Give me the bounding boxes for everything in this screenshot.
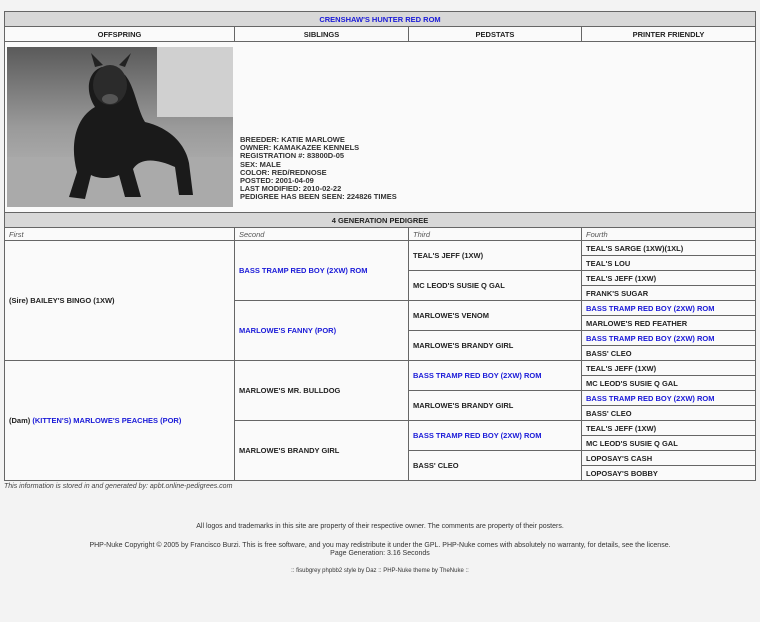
fourth-gen-10[interactable]: BASS TRAMP RED BOY (2XW) ROM — [582, 391, 756, 406]
fourth-gen-8[interactable]: TEAL'S JEFF (1XW) — [582, 361, 756, 376]
fourth-gen-13[interactable]: MC LEOD'S SUSIE Q GAL — [582, 436, 756, 451]
footer-copyright — [0, 542, 760, 558]
owner-line: OWNER: KAMAKAZEE KENNELS — [240, 143, 360, 153]
sire-cell — [5, 241, 235, 361]
views-line: PEDIGREE HAS BEEN SEEN: 224826 TIMES — [240, 192, 397, 202]
fourth-gen-4[interactable]: BASS TRAMP RED BOY (2XW) ROM — [582, 301, 756, 316]
third-gen-5[interactable]: MARLOWE'S BRANDY GIRL — [409, 391, 582, 421]
sire-prefix: (Sire) — [9, 296, 31, 305]
third-gen-2[interactable]: MARLOWE'S VENOM — [409, 301, 582, 331]
tab-printer-friendly[interactable]: PRINTER FRIENDLY — [582, 27, 756, 42]
second-gen-1[interactable]: MARLOWE'S FANNY (POR) — [235, 301, 409, 361]
footer-trademark: All logos and trademarks in this site are property of their respective owner. The comments are property of their posters. — [196, 523, 564, 530]
fourth-gen-14[interactable]: LOPOSAY'S CASH — [582, 451, 756, 466]
fourth-gen-2[interactable]: TEAL'S JEFF (1XW) — [582, 271, 756, 286]
footer-theme-credit: :: fisubgrey phpbb2 style by Daz :: PHP-Nuke theme by TheNuke :: — [291, 568, 469, 574]
third-gen-4[interactable]: BASS TRAMP RED BOY (2XW) ROM — [409, 361, 582, 391]
third-gen-1[interactable]: MC LEOD'S SUSIE Q GAL — [409, 271, 582, 301]
third-gen-3[interactable]: MARLOWE'S BRANDY GIRL — [409, 331, 582, 361]
fourth-gen-3[interactable]: FRANK'S SUGAR — [582, 286, 756, 301]
copyright-line: PHP-Nuke Copyright © 2005 by Francisco Burzi. This is free software, and you may redistribute it under the GPL. PHP-Nuke comes with absolutely no warranty, for details, see the license. — [89, 542, 671, 549]
gen-fourth-label: Fourth — [582, 228, 756, 241]
gen-first-label: First — [5, 228, 235, 241]
fourth-gen-12[interactable]: TEAL'S JEFF (1XW) — [582, 421, 756, 436]
dog-photo[interactable] — [7, 47, 233, 207]
tab-siblings[interactable]: SIBLINGS — [235, 27, 409, 42]
sire-name[interactable]: BAILEY'S BINGO (1XW) — [30, 296, 115, 305]
dam-prefix: (Dam) — [9, 416, 33, 425]
third-gen-6[interactable]: BASS TRAMP RED BOY (2XW) ROM — [409, 421, 582, 451]
gen-second-label: Second — [235, 228, 409, 241]
page-generation: Page Generation: 3.16 Seconds — [330, 550, 430, 557]
tab-offspring[interactable]: OFFSPRING — [5, 27, 235, 42]
fourth-gen-1[interactable]: TEAL'S LOU — [582, 256, 756, 271]
fourth-gen-0[interactable]: TEAL'S SARGE (1XW)(1XL) — [582, 241, 756, 256]
second-gen-2[interactable]: MARLOWE'S MR. BULLDOG — [235, 361, 409, 421]
registration-line: REGISTRATION #: 83800D-05 — [240, 151, 345, 161]
second-gen-3[interactable]: MARLOWE'S BRANDY GIRL — [235, 421, 409, 481]
credit-text: This information is stored in and generated by: apbt.online-pedigrees.com — [4, 483, 233, 490]
dog-title-link[interactable]: CRENSHAW'S HUNTER RED ROM — [319, 14, 441, 24]
posted-line: POSTED: 2001-04-09 — [240, 176, 314, 186]
sex-line: SEX: MALE — [240, 159, 281, 169]
fourth-gen-5[interactable]: MARLOWE'S RED FEATHER — [582, 316, 756, 331]
second-gen-0[interactable]: BASS TRAMP RED BOY (2XW) ROM — [235, 241, 409, 301]
pedigree-heading: 4 GENERATION PEDIGREE — [5, 213, 756, 228]
fourth-gen-6[interactable]: BASS TRAMP RED BOY (2XW) ROM — [582, 331, 756, 346]
third-gen-7[interactable]: BASS' CLEO — [409, 451, 582, 481]
tab-pedstats[interactable]: PEDSTATS — [409, 27, 582, 42]
dog-title-cell — [5, 12, 756, 27]
dam-cell — [5, 361, 235, 481]
fourth-gen-9[interactable]: MC LEOD'S SUSIE Q GAL — [582, 376, 756, 391]
dog-info-text — [240, 136, 397, 202]
gen-third-label: Third — [409, 228, 582, 241]
color-line: COLOR: RED/REDNOSE — [240, 167, 327, 177]
third-gen-0[interactable]: TEAL'S JEFF (1XW) — [409, 241, 582, 271]
fourth-gen-7[interactable]: BASS' CLEO — [582, 346, 756, 361]
fourth-gen-11[interactable]: BASS' CLEO — [582, 406, 756, 421]
dam-name[interactable]: (KITTEN'S) MARLOWE'S PEACHES (POR) — [32, 416, 182, 425]
modified-line: LAST MODIFIED: 2010-02-22 — [240, 184, 342, 194]
breeder-line: BREEDER: KATIE MARLOWE — [240, 135, 345, 144]
fourth-gen-15[interactable]: LOPOSAY'S BOBBY — [582, 466, 756, 481]
